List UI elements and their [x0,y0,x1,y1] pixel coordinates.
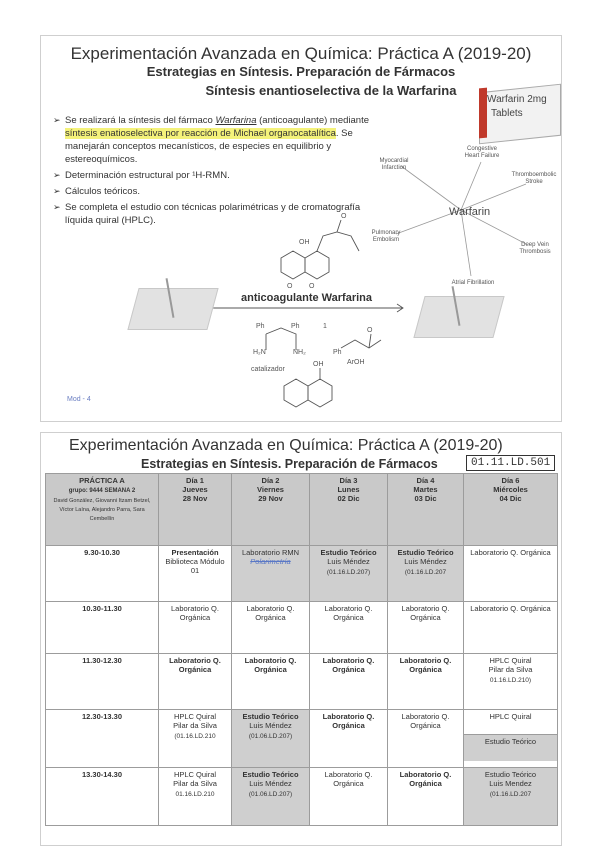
schedule-cell: Laboratorio Q. Orgánica [159,654,232,710]
svg-text:OH: OH [313,361,324,368]
mindmap-node: Congestive Heart Failure [464,146,500,159]
svg-text:H₂N: H₂N [253,349,266,356]
day-header-cell: Día 4 Martes 03 Dic [388,474,464,546]
slide-title: Experimentación Avanzada en Química: Práctica A (2019-20) [69,437,503,454]
schedule-cell: Laboratorio Q. Orgánica [388,710,464,768]
group-header-cell: PRÁCTICA A grupo: 9444 SEMANA 2 David González, Giovanni Itzam Betzel, Víctor Laína, Alejandro Parra, Sara Cembellín [46,474,159,546]
svg-text:NH₂: NH₂ [293,349,306,356]
schedule-cell: Presentación Biblioteca Módulo 01 [159,546,232,602]
svg-text:Ph: Ph [256,323,265,330]
mindmap-center: Warfarin [449,206,491,218]
schedule-cell: Laboratorio Q. Orgánica [159,602,232,654]
highlighted-text: síntesis enatioselectiva por reacción de Michael organocatalítica [65,128,336,139]
schedule-cell: Laboratorio RMN Polarimetría [232,546,310,602]
table-row [46,768,558,826]
schedule-cell: Laboratorio Q. Orgánica [310,768,388,826]
svg-text:O: O [341,213,347,220]
warfarin-box-image: Warfarin 2mg Tablets [469,88,565,140]
table-row [46,710,558,768]
mindmap-node: Myocardial Infarction [379,158,409,171]
svg-text:1: 1 [323,323,327,330]
mindmap-node: Thromboembolic Stroke [511,172,557,185]
reaction-label: anticoagulante Warfarina [241,292,373,304]
warfarin-mindmap [361,144,561,304]
schedule-cell: Laboratorio Q. Orgánica [464,546,558,602]
table-row [46,602,558,654]
schedule-cell: Laboratorio Q. Orgánica [464,602,558,654]
bullet-synthesis: ➢ Se realizará la síntesis del fármaco Warfarina (anticoagulante) mediante síntesis enatioselectiva por reacción de Michael organocatalítica. Se manejarán conceptos mecanísticos, de especies en equilibrio y estereoquímicos. [53,114,383,166]
table-row [46,546,558,602]
day-header-cell: Día 6 Miércoles 04 Dic [464,474,558,546]
table-header-row [46,474,558,546]
time-cell: 11.30-12.30 [46,654,159,710]
day-header-cell: Día 3 Lunes 02 Dic [310,474,388,546]
schedule-cell: HPLC Quiral Estudio Teórico [464,710,558,768]
mindmap-node: Atrial Fibrillation [451,280,495,286]
schedule-cell: Estudio Teórico Luis Méndez (01.16.LD.207 [388,546,464,602]
room-code: 01.11.LD.501 [466,455,555,471]
slide-subtitle: Estrategias en Síntesis. Preparación de Fármacos [141,457,438,471]
mindmap-node: Pulmonary Embolism [371,230,401,243]
mindmap-node: Deep Vein Thrombosis [519,242,551,255]
schedule-cell: HPLC Quiral Pilar da Silva 01.16.LD.210 [159,768,232,826]
time-cell: 12.30-13.30 [46,710,159,768]
slide-schedule [40,432,562,846]
schedule-cell: Laboratorio Q. Orgánica [232,602,310,654]
day-header-cell: Día 1 Jueves 28 Nov [159,474,232,546]
plant-image-right [419,286,497,341]
slide-subtitle-warfarin: Síntesis enantioselectiva de la Warfarina [205,83,457,98]
handwritten-note: Polarimetría [250,557,291,566]
schedule-table [45,473,558,826]
time-cell: 13.30-14.30 [46,768,159,826]
day-header-cell: Día 2 Viernes 29 Nov [232,474,310,546]
svg-text:O: O [287,283,293,290]
schedule-cell: Laboratorio Q. Orgánica [388,654,464,710]
time-cell: 9.30-10.30 [46,546,159,602]
time-cell: 10.30-11.30 [46,602,159,654]
svg-text:O: O [367,327,373,334]
schedule-cell: Estudio Teórico Luis Méndez (01.16.LD.207) [310,546,388,602]
schedule-cell: HPLC Quiral Pilar da Silva (01.16.LD.210 [159,710,232,768]
slide-warfarin-intro [40,35,562,422]
svg-text:Ph: Ph [291,323,300,330]
svg-text:OH: OH [299,239,310,246]
schedule-cell: Estudio Teórico Luis Méndez (01.06.LD.207) [232,768,310,826]
schedule-cell: Laboratorio Q. Orgánica [310,710,388,768]
schedule-cell: HPLC Quiral Pilar da Silva 01.16.LD.210) [464,654,558,710]
slide-subtitle: Estrategias en Síntesis. Preparación de Fármacos [146,64,456,79]
schedule-cell: Laboratorio Q. Orgánica [310,654,388,710]
catalyst-label: catalizador [251,366,285,373]
schedule-cell: Estudio Teórico Luis Mendez (01.16.LD.207 [464,768,558,826]
schedule-cell: Laboratorio Q. Orgánica [388,768,464,826]
bullet-calculations: ➢ Cálculos teóricos. [53,185,383,198]
schedule-cell: Estudio Teórico Luis Méndez (01.06.LD.207) [232,710,310,768]
schedule-cell: Laboratorio Q. Orgánica [310,602,388,654]
plant-image-left [133,278,211,333]
svg-text:O: O [309,283,315,290]
slide-title: Experimentación Avanzada en Química: Práctica A (2019-20) [70,44,532,63]
schedule-cell: Laboratorio Q. Orgánica [232,654,310,710]
schedule-cell: Laboratorio Q. Orgánica [388,602,464,654]
svg-text:Ph: Ph [333,349,342,356]
table-row [46,654,558,710]
svg-text:ArOH: ArOH [347,359,365,366]
bullet-nmr: ➢ Determinación estructural por ¹H-RMN. [53,169,383,182]
handwritten-note: Mod - 4 [67,396,91,403]
bullet-list [53,114,383,230]
bullet-hplc: ➢ Se completa el estudio con técnicas polarimétricas y de cromatografía líquida quiral (HPLC). [53,201,383,227]
